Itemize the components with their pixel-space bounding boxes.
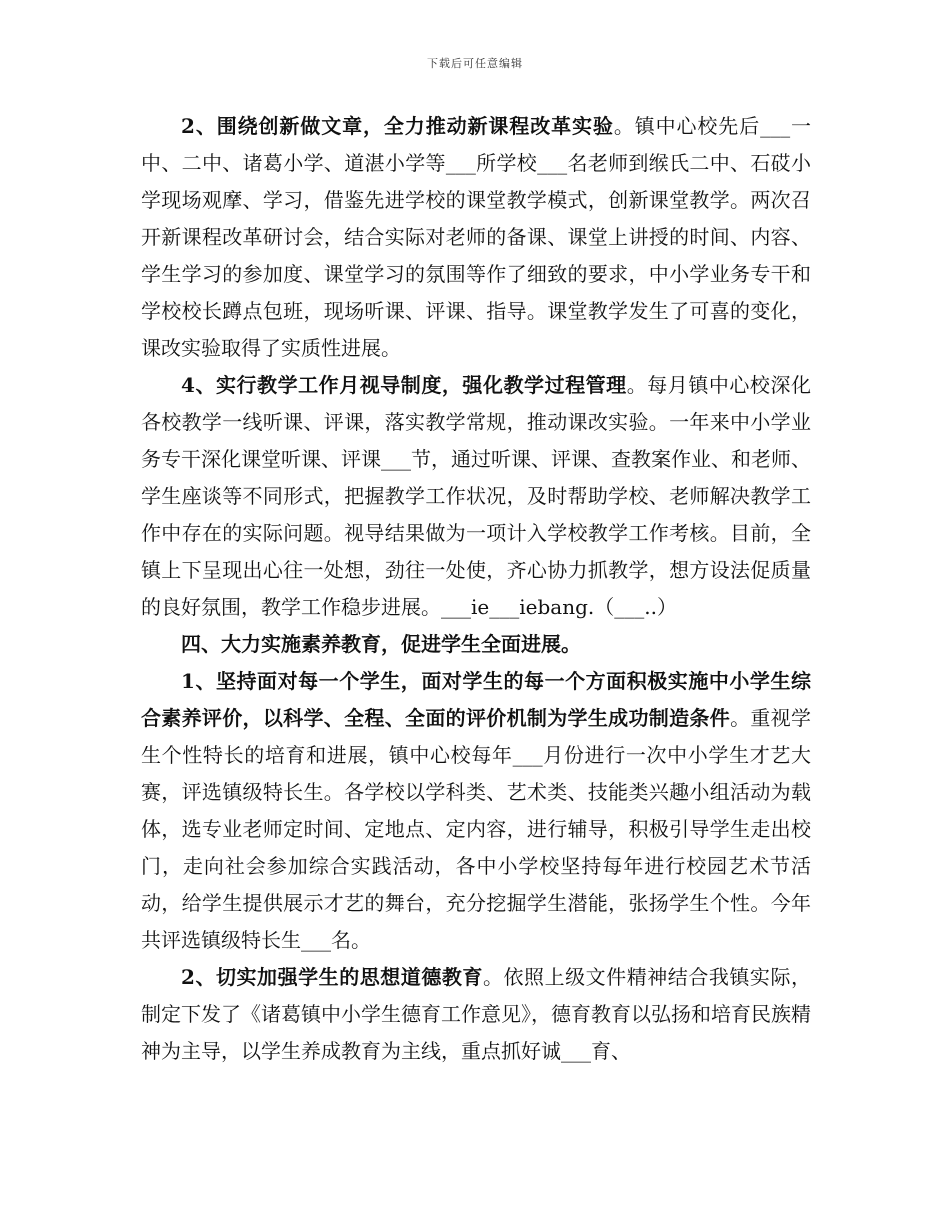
paragraph-student-evaluation — [141, 663, 811, 959]
paragraph-curriculum-reform — [141, 108, 811, 367]
paragraph-text: 。每月镇中心校深化各校教学一线听课、评课，落实教学常规，推动课改实验。一年来中小学业务专干深化课堂听课、评课___节，通过听课、评课、查教案作业、和老师、学生座谈等不同形式，把握教学工作状况，及时帮助学校、老师解决教学工作中存在的实际问题。视导结果做为一项计入学校教学工作考核。目前，全镇上下呈现出心往一处想，劲往一处使，齐心协力抓教学，想方设法促质量的良好氛围，教学工作稳步进展。___ie___iebang.（___..） — [141, 373, 812, 619]
paragraph-heading: 2、切实加强学生的思想道德教育 — [181, 965, 483, 989]
paragraph-monthly-inspection — [141, 367, 811, 626]
paragraph-heading: 2、围绕创新做文章，全力推动新课程改革实验 — [181, 114, 614, 138]
section-heading-quality-education — [141, 626, 811, 663]
section-heading: 四、大力实施素养教育，促进学生全面进展。 — [181, 632, 581, 656]
page-header: 下载后可任意编辑 — [427, 57, 523, 70]
paragraph-heading: 4、实行教学工作月视导制度，强化教学过程管理 — [181, 373, 627, 397]
paragraph-text: 。依照上级文件精神结合我镇实际，制定下发了《诸葛镇中小学生德育工作意见》，德育教育以弘扬和培育民族精神为主导，以学生养成教育为主线，重点抓好诚___育、 — [141, 965, 812, 1063]
paragraph-text: 。镇中心校先后___一中、二中、诸葛小学、道湛小学等___所学校___名老师到缑氏二中、石砹小学现场观摩、学习，借鉴先进学校的课堂教学模式，创新课堂教学。两次召开新课程改革研讨会，结合实际对老师的备课、课堂上讲授的时间、内容、学生学习的参加度、课堂学习的氛围等作了细致的要求，中小学业务专干和学校校长蹲点包班，现场听课、评课、指导。课堂教学发生了可喜的变化，课改实验取得了实质性进展。 — [141, 114, 812, 360]
paragraph-text: 。重视学生个性特长的培育和进展，镇中心校每年___月份进行一次中小学生才艺大赛，评选镇级特长生。各学校以学科类、艺术类、技能类兴趣小组活动为载体，选专业老师定时间、定地点、定内容，进行辅导，积极引导学生走出校门，走向社会参加综合实践活动，各中小学校坚持每年进行校园艺术节活动，给学生提供展示才艺的舞台，充分挖掘学生潜能，张扬学生个性。今年共评选镇级特长生___名。 — [141, 706, 811, 952]
paragraph-moral-education — [141, 959, 811, 1070]
paragraph-heading: 1、坚持面对每一个学生，面对学生的每一个方面积极实施中小学生综合素养评价，以科学、全程、全面的评价机制为学生成功制造条件 — [141, 669, 811, 730]
document-body — [141, 108, 811, 1070]
